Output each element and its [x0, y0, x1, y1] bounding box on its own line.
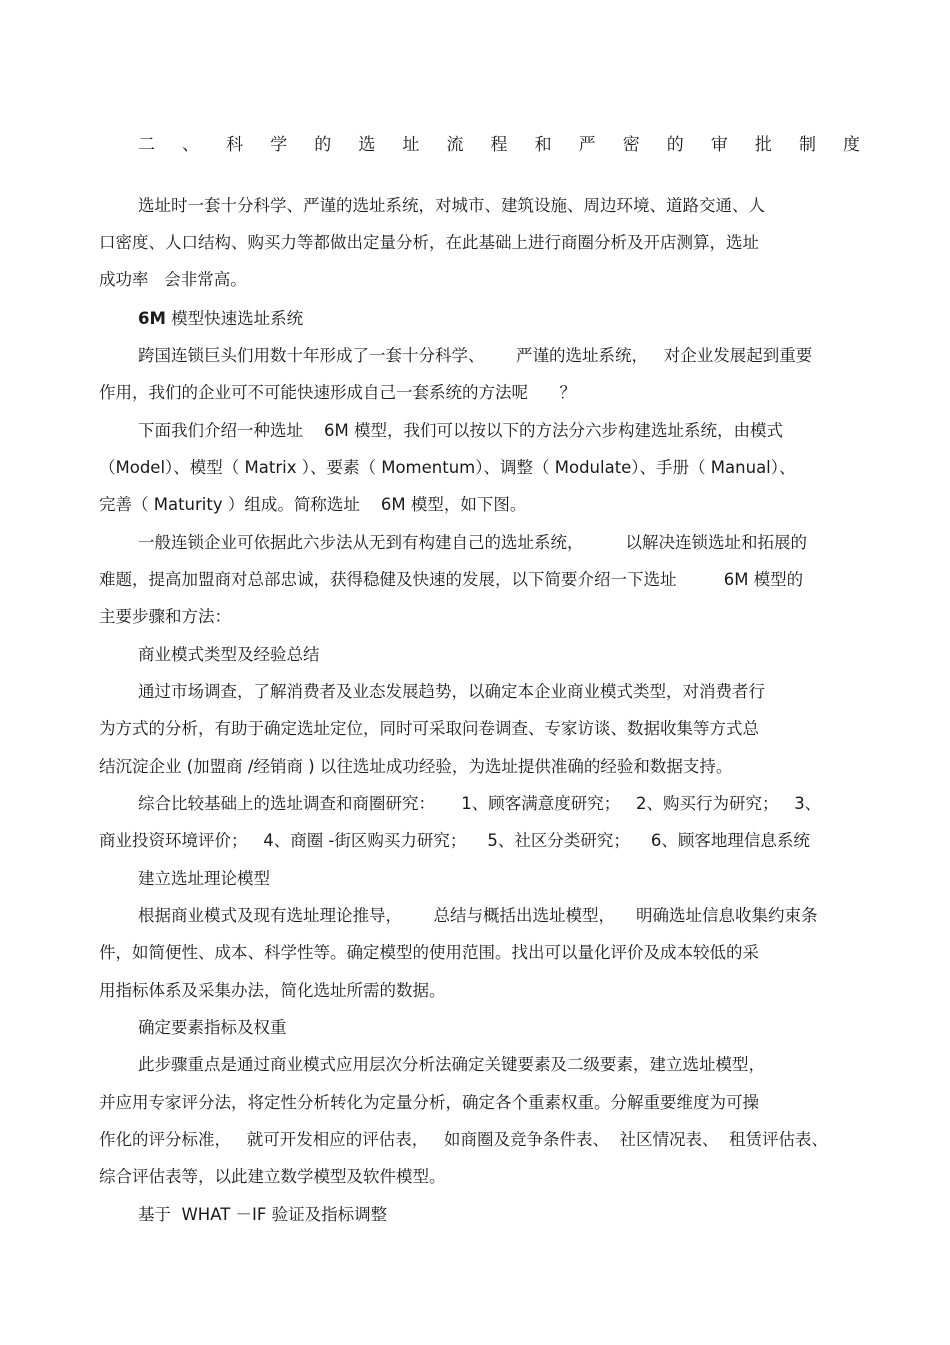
body-line: 口密度、人口结构、购买力等都做出定量分析，在此基础上进行商圈分析及开店测算，选址	[99, 233, 759, 252]
title-char: 选	[358, 135, 376, 155]
title-char: 密	[622, 135, 640, 155]
title-char: 科	[226, 135, 244, 155]
body-line: 作化的评分标准， 就可开发相应的评估表， 如商圈及竞争条件表、 社区情况表、 租赁评估表、	[99, 1130, 828, 1149]
body-line: 综合比较基础上的选址调查和商圈研究： 1、顾客满意度研究； 2、购买行为研究； 3、	[138, 794, 822, 813]
body-line: 用指标体系及采集办法，简化选址所需的数据。	[99, 981, 446, 1000]
body-line: 成功率 会非常高。	[99, 270, 247, 289]
body-line: 件，如简便性、成本、科学性等。确定模型的使用范围。找出可以量化评价及成本较低的采	[99, 943, 759, 962]
title-char: 、	[182, 135, 200, 155]
body-line: 选址时一套十分科学、严谨的选址系统，对城市、建筑设施、周边环境、道路交通、人	[138, 196, 765, 215]
section-title	[138, 134, 860, 156]
body-line: 跨国连锁巨头们用数十年形成了一套十分科学、 严谨的选址系统， 对企业发展起到重要	[138, 346, 813, 365]
body-line: 此步骤重点是通过商业模式应用层次分析法确定关键要素及二级要素，建立选址模型，	[138, 1055, 765, 1074]
body-line: 通过市场调查，了解消费者及业态发展趋势，以确定本企业商业模式类型，对消费者行	[138, 682, 765, 701]
title-char: 流	[446, 135, 464, 155]
title-char: 和	[534, 135, 552, 155]
body-line: 根据商业模式及现有选址理论推导， 总结与概括出选址模型， 明确选址信息收集约束条	[138, 906, 818, 925]
body-line: 一般连锁企业可依据此六步法从无到有构建自己的选址系统， 以解决连锁选址和拓展的	[138, 533, 807, 552]
title-char: 学	[270, 135, 288, 155]
title-char: 程	[490, 135, 508, 155]
body-line: 为方式的分析，有助于确定选址定位，同时可采取问卷调查、专家访谈、数据收集等方式总	[99, 719, 759, 738]
title-char: 度	[843, 135, 860, 155]
title-char: 的	[314, 135, 332, 155]
title-char: 二	[138, 135, 155, 155]
title-char: 的	[666, 135, 684, 155]
title-char: 批	[754, 135, 772, 155]
title-char: 审	[710, 135, 728, 155]
body-line: 结沉淀企业 (加盟商 /经销商 ) 以往选址成功经验，为选址提供准确的经验和数据支持。	[99, 757, 733, 776]
title-char: 严	[578, 135, 596, 155]
subheading: 建立选址理论模型	[138, 869, 270, 888]
subheading-bold-part: 6M	[138, 309, 166, 328]
body-line: 完善（ Maturity ）组成。简称选址 6M 模型，如下图。	[99, 495, 527, 514]
body-line: 下面我们介绍一种选址 6M 模型，我们可以按以下的方法分六步构建选址系统，由模式	[138, 421, 783, 440]
body-line: 商业投资环境评价； 4、商圈 -街区购买力研究； 5、社区分类研究； 6、顾客地理信息系统	[99, 831, 810, 850]
subheading-text: 模型快速选址系统	[165, 309, 304, 328]
subheading: 确定要素指标及权重	[138, 1018, 287, 1037]
body-line: 并应用专家评分法，将定性分析转化为定量分析，确定各个重素权重。分解重要维度为可操	[99, 1093, 759, 1112]
body-line: 主要步骤和方法：	[99, 607, 231, 626]
body-line: 综合评估表等，以此建立数学模型及软件模型。	[99, 1167, 446, 1186]
body-line: 作用，我们的企业可不可能快速形成自己一套系统的方法呢 ？	[99, 383, 576, 402]
body-line: 难题，提高加盟商对总部忠诚，获得稳健及快速的发展，以下简要介绍一下选址 6M 模型的	[99, 570, 804, 589]
subheading-6m-system	[138, 308, 303, 330]
title-char: 制	[798, 135, 816, 155]
body-line: （Model）、模型（ Matrix ）、要素（ Momentum）、调整（ Modulate）、手册（ Manual）、	[99, 458, 796, 477]
subheading: 基于 WHAT －IF 验证及指标调整	[138, 1205, 388, 1224]
subheading: 商业模式类型及经验总结	[138, 645, 320, 664]
title-char: 址	[402, 135, 420, 155]
